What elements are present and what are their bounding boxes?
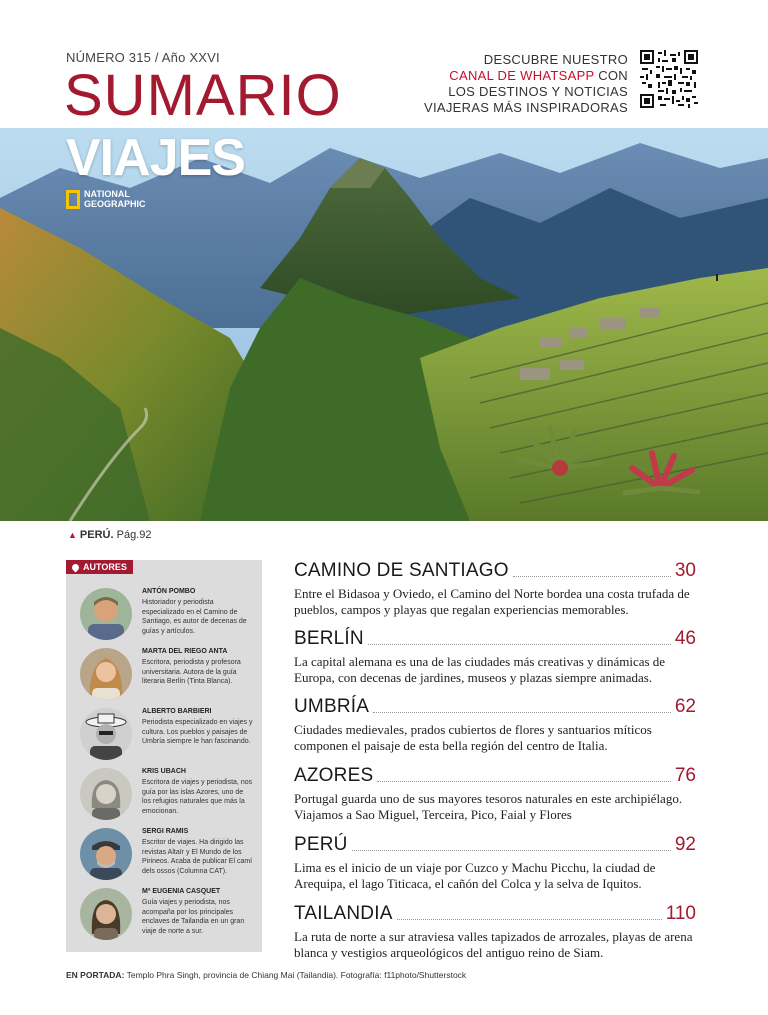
author-name: ANTÓN POMBO bbox=[142, 588, 196, 595]
dotted-leader bbox=[352, 850, 671, 851]
toc-entry-description: Ciudades medievales, prados cubiertos de flores y santuarios míticos componen el paisaje de esta bella región del centro de Italia. bbox=[294, 722, 652, 753]
qr-code-icon[interactable] bbox=[640, 50, 698, 108]
toc-entry-berlin[interactable] bbox=[294, 628, 696, 686]
author-card bbox=[80, 588, 256, 644]
dotted-leader bbox=[513, 576, 671, 577]
author-card bbox=[80, 828, 256, 884]
national-geographic-logo bbox=[66, 189, 146, 209]
author-bio: Periodista especializado en viajes y cultura. Los pueblos y paisajes de Umbría siempre le han fascinando. bbox=[142, 719, 253, 745]
dotted-leader bbox=[373, 712, 671, 713]
author-card bbox=[80, 888, 256, 944]
promo-accent-link[interactable]: CANAL DE WHATSAPP bbox=[449, 68, 595, 83]
toc-entry-title: BERLÍN bbox=[294, 628, 364, 649]
toc-entry-page: 62 bbox=[674, 696, 696, 717]
toc-entry-page: 76 bbox=[674, 765, 696, 786]
toc-entry-header bbox=[294, 628, 696, 650]
promo-line-2-rest: CON bbox=[594, 68, 628, 83]
toc-entry-header bbox=[294, 765, 696, 787]
ng-wordmark-line-2: GEOGRAPHIC bbox=[84, 199, 146, 209]
author-bio: Historiador y periodista especializado en el Camino de Santiago, es autor de decenas de guías y artículos. bbox=[142, 599, 247, 635]
toc-entry-title: TAILANDIA bbox=[294, 903, 393, 924]
toc-entry-page: 46 bbox=[674, 628, 696, 649]
authors-panel bbox=[66, 560, 262, 952]
avatar bbox=[80, 888, 132, 940]
authors-heading: AUTORES bbox=[83, 562, 127, 572]
ng-wordmark bbox=[84, 189, 146, 209]
toc-entry-title: AZORES bbox=[294, 765, 374, 786]
cover-credit bbox=[66, 970, 466, 980]
caption-page: Pág.92 bbox=[116, 529, 152, 541]
toc-entry-page: 30 bbox=[674, 560, 696, 581]
promo-line-3: LOS DESTINOS Y NOTICIAS bbox=[448, 84, 628, 99]
promo-line-2 bbox=[424, 68, 628, 84]
toc-entry-title: UMBRÍA bbox=[294, 696, 370, 717]
avatar bbox=[80, 648, 132, 700]
promo-line-1: DESCUBRE NUESTRO bbox=[483, 52, 628, 67]
triangle-icon: ▲ bbox=[68, 530, 77, 540]
toc-entry-header bbox=[294, 560, 696, 582]
cover-credit-label: EN PORTADA: bbox=[66, 970, 125, 980]
author-card bbox=[80, 768, 256, 824]
toc-entry-header bbox=[294, 696, 696, 718]
promo-line-4: VIAJERAS MÁS INSPIRADORAS bbox=[424, 100, 628, 115]
avatar bbox=[80, 708, 132, 760]
author-name: SERGI RAMIS bbox=[142, 828, 189, 835]
author-bio: Guía viajes y periodista, nos acompaña por los principales enclaves de Tailandia en un gran viaje de norte a sur. bbox=[142, 899, 245, 935]
photo-caption bbox=[68, 529, 151, 541]
issue-number: NÚMERO 315 / Año XXVI bbox=[66, 50, 220, 65]
dotted-leader bbox=[368, 644, 671, 645]
toc-entry-page: 92 bbox=[674, 834, 696, 855]
toc-entry-header bbox=[294, 903, 696, 925]
toc-entry-header bbox=[294, 834, 696, 856]
toc-entry-peru[interactable] bbox=[294, 834, 696, 892]
toc-entry-description: Entre el Bidasoa y Oviedo, el Camino del Norte bordea una costa trufada de pueblos, campos y playas que regalan experiencias memorables. bbox=[294, 586, 690, 617]
avatar bbox=[80, 588, 132, 640]
caption-place: PERÚ. bbox=[79, 529, 114, 541]
author-name: MARTA DEL RIEGO ANTA bbox=[142, 648, 228, 655]
brand-logo-viajes: VIAJES bbox=[66, 129, 245, 187]
toc-entry-description: La capital alemana es una de las ciudades más creativas y dinámicas de Europa, con decenas de jardines, museos y plazas siempre animadas. bbox=[294, 654, 666, 685]
authors-header bbox=[66, 560, 133, 574]
whatsapp-promo bbox=[424, 52, 628, 116]
author-bio: Escritora, periodista y profesora universitaria. Autora de la guía literaria Berlín (Tinta Blanca). bbox=[142, 659, 241, 685]
author-card bbox=[80, 708, 256, 764]
yellow-border-icon bbox=[66, 190, 80, 209]
author-name: KRIS UBACH bbox=[142, 768, 186, 775]
toc-entry-umbria[interactable] bbox=[294, 696, 696, 754]
author-bio: Escritor de viajes. Ha dirigido las revistas Altaïr y El Mundo de los Pirineos. Acaba de publicar El camí dels ossos (Columna CAT). bbox=[142, 839, 253, 875]
avatar bbox=[80, 768, 132, 820]
toc-entry-page: 110 bbox=[665, 903, 696, 924]
dotted-leader bbox=[377, 781, 671, 782]
toc-entry-azores[interactable] bbox=[294, 765, 696, 823]
author-bio: Escritora de viajes y periodista, nos guía por las islas Azores, uno de los refugios naturales que más la emocionan. bbox=[142, 779, 253, 815]
toc-entry-camino-de-santiago[interactable] bbox=[294, 560, 696, 618]
location-pin-icon bbox=[71, 562, 81, 572]
toc-entry-title: CAMINO DE SANTIAGO bbox=[294, 560, 509, 581]
ng-wordmark-line-1: NATIONAL bbox=[84, 189, 130, 199]
cover-credit-text: Templo Phra Singh, provincia de Chiang Mai (Tailandia). Fotografía: f11photo/Shutterstock bbox=[124, 970, 467, 980]
toc-entry-description: Portugal guarda uno de sus mayores tesoros naturales en este archipiélago. Viajamos a Sao Miguel, Terceira, Pico, Faial y Flores bbox=[294, 791, 683, 822]
toc-entry-title: PERÚ bbox=[294, 834, 348, 855]
avatar bbox=[80, 828, 132, 880]
dotted-leader bbox=[397, 919, 662, 920]
page-title: SUMARIO bbox=[64, 63, 342, 128]
toc-entry-description: Lima es el inicio de un viaje por Cuzco y Machu Picchu, la ciudad de Arequipa, el lago Titicaca, el cañón del Colca y la selva de Iquitos. bbox=[294, 860, 656, 891]
author-name: Mª EUGENIA CASQUET bbox=[142, 888, 221, 895]
author-card bbox=[80, 648, 256, 704]
author-name: ALBERTO BARBIERI bbox=[142, 708, 212, 715]
toc-entry-tailandia[interactable] bbox=[294, 903, 696, 961]
toc-entry-description: La ruta de norte a sur atraviesa valles tapizados de arrozales, playas de arena blanca y vestigios arqueológicos del antiguo reino de Siam. bbox=[294, 929, 693, 960]
